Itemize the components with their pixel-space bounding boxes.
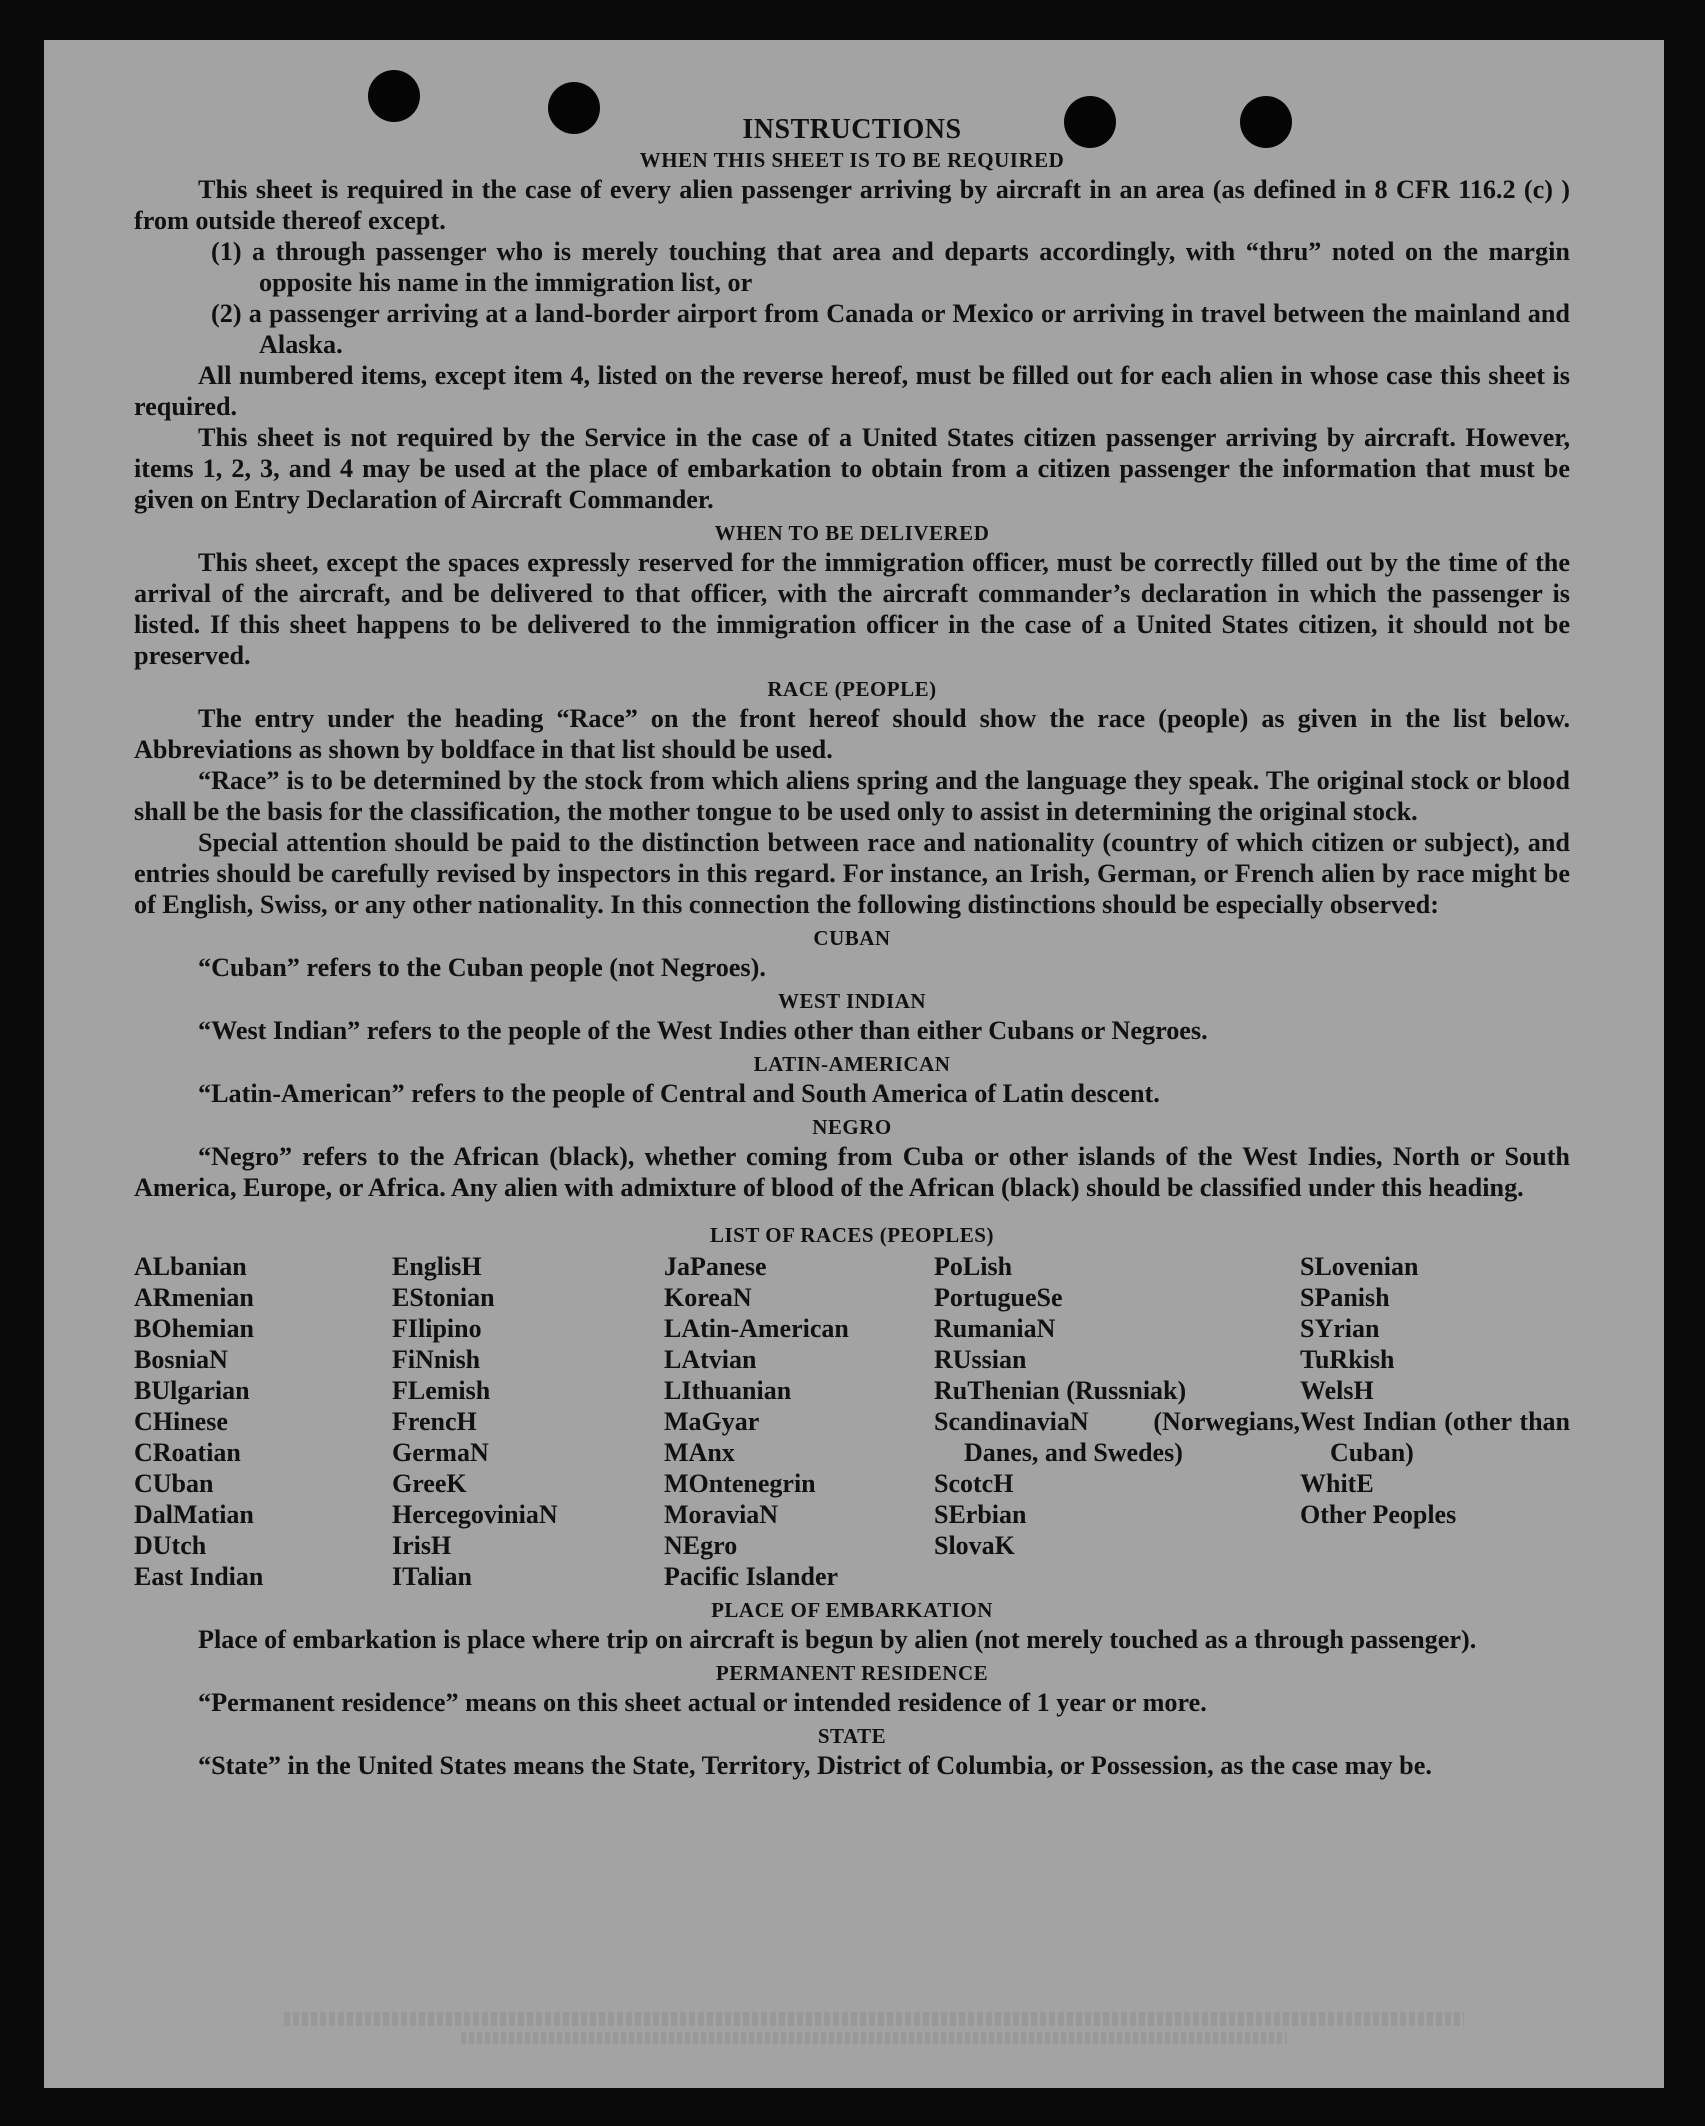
race-item: RUssian <box>934 1345 1027 1374</box>
section-heading: LATIN-AMERICAN <box>753 1052 951 1076</box>
race-item: BOhemian <box>134 1314 254 1343</box>
section-heading: WHEN THIS SHEET IS TO BE REQUIRED <box>639 148 1065 172</box>
race-item: FLemish <box>392 1376 491 1405</box>
race-item: LAtvian <box>664 1345 757 1374</box>
race-item: GermaN <box>392 1438 489 1467</box>
race-item: FrencH <box>392 1407 477 1436</box>
paragraph: “Negro” refers to the African (black), whether coming from Cuba or other islands of the West Indies, North or South America, Europe, or Africa. Any alien with admixture of blood of the African (black) should be classified under this heading. <box>134 1142 1570 1202</box>
paragraph: The entry under the heading “Race” on the front hereof should show the race (people) as given in the list below. Abbreviations as shown by boldface in that list should be used. <box>134 704 1570 764</box>
paragraph: “State” in the United States means the State, Territory, District of Columbia, or Possession, as the case may be. <box>198 1751 1432 1780</box>
race-item: LAtin-American <box>664 1314 849 1343</box>
race-item: BosniaN <box>134 1345 228 1374</box>
section-heading: WEST INDIAN <box>777 989 927 1013</box>
race-item: SYrian <box>1300 1314 1380 1343</box>
race-item: IrisH <box>392 1531 452 1560</box>
race-item: CHinese <box>134 1407 228 1436</box>
paragraph: “Race” is to be determined by the stock from which aliens spring and the language they speak. The original stock or blood shall be the basis for the classification, the mother tongue to be used only to assist in determining the original stock. <box>134 766 1570 826</box>
paragraph: “Latin-American” refers to the people of Central and South America of Latin descent. <box>198 1079 1160 1108</box>
race-column <box>392 1251 664 1592</box>
paragraph: This sheet, except the spaces expressly reserved for the immigration officer, must be correctly filled out by the time of the arrival of the aircraft, and be delivered to that officer, with the aircraft commander’s declaration in which the passenger is listed. If this sheet happens to be delivered to the immigration officer in the case of a United States citizen, it should not be preserved. <box>134 548 1570 670</box>
section-heading: RACE (PEOPLE) <box>767 677 937 701</box>
paragraph: “Cuban” refers to the Cuban people (not Negroes). <box>198 953 766 982</box>
race-item: ARmenian <box>134 1283 254 1312</box>
race-item: ALbanian <box>134 1252 247 1281</box>
race-item: MaGyar <box>664 1407 760 1436</box>
document-sheet <box>44 40 1664 2088</box>
race-item: Pacific Islander <box>664 1562 839 1591</box>
race-item: Other Peoples <box>1300 1500 1457 1529</box>
race-item: FiNnish <box>392 1345 481 1374</box>
race-item: SlovaK <box>934 1531 1015 1560</box>
race-item: West Indian (other than Cuban) <box>1300 1407 1570 1467</box>
race-column <box>1300 1251 1570 1592</box>
race-item: ITalian <box>392 1562 472 1591</box>
race-item: ScandinaviaN (Norwegians, Danes, and Swedes) <box>934 1407 1300 1467</box>
paragraph: Place of embarkation is place where trip on aircraft is begun by alien (not merely touched as a through passenger). <box>198 1625 1477 1654</box>
race-item: EStonian <box>392 1283 495 1312</box>
race-item: RuThenian (Russniak) <box>934 1376 1187 1405</box>
race-item: RumaniaN <box>934 1314 1056 1343</box>
paragraph: This sheet is not required by the Service in the case of a United States citizen passenger arriving by aircraft. However, items 1, 2, 3, and 4 may be used at the place of embarkation to obtain from a citizen passenger the information that must be given on Entry Declaration of Aircraft Commander. <box>134 423 1570 514</box>
race-item: KoreaN <box>664 1283 752 1312</box>
race-item: BUlgarian <box>134 1376 250 1405</box>
race-item: NEgro <box>664 1531 738 1560</box>
race-column <box>934 1251 1300 1592</box>
list-item: (1) a through passenger who is merely touching that area and departs accordingly, with “thru” noted on the margin opposite his name in the immigration list, or <box>211 237 1570 297</box>
section-heading: LIST OF RACES (PEOPLES) <box>710 1223 994 1247</box>
race-column <box>134 1251 392 1592</box>
race-item: MOntenegrin <box>664 1469 816 1498</box>
section-heading: CUBAN <box>813 926 891 950</box>
race-item: MAnx <box>664 1438 735 1467</box>
race-item: SErbian <box>934 1500 1027 1529</box>
race-item: PortugueSe <box>934 1283 1063 1312</box>
race-item: PoLish <box>934 1252 1013 1281</box>
section-heading: PLACE OF EMBARKATION <box>711 1598 993 1622</box>
race-item: GreeK <box>392 1469 467 1498</box>
race-item: TuRkish <box>1300 1345 1395 1374</box>
paragraph: This sheet is required in the case of every alien passenger arriving by aircraft in an area (as defined in 8 CFR 116.2 (c) ) from outside thereof except. <box>134 175 1570 235</box>
race-item: SPanish <box>1300 1283 1390 1312</box>
paragraph: All numbered items, except item 4, listed on the reverse hereof, must be filled out for each alien in whose case this sheet is required. <box>134 361 1570 421</box>
race-item: WhitE <box>1300 1469 1374 1498</box>
page-title: INSTRUCTIONS <box>742 114 962 145</box>
instructions-body <box>134 114 1570 1781</box>
race-item: JaPanese <box>664 1252 767 1281</box>
paragraph: “Permanent residence” means on this sheet actual or intended residence of 1 year or more. <box>198 1688 1207 1717</box>
race-item: East Indian <box>134 1562 264 1591</box>
bleed-through-text <box>284 2012 1464 2044</box>
race-item: SLovenian <box>1300 1252 1419 1281</box>
paragraph: “West Indian” refers to the people of the West Indies other than either Cubans or Negroes. <box>198 1016 1208 1045</box>
race-item: EnglisH <box>392 1252 482 1281</box>
race-column <box>664 1251 934 1592</box>
section-heading: WHEN TO BE DELIVERED <box>714 521 990 545</box>
race-item: ScotcH <box>934 1469 1014 1498</box>
race-list <box>134 1251 1570 1592</box>
race-item: DUtch <box>134 1531 207 1560</box>
section-heading: PERMANENT RESIDENCE <box>715 1661 989 1685</box>
race-item: CRoatian <box>134 1438 241 1467</box>
section-heading: STATE <box>817 1724 887 1748</box>
race-item: HercegoviniaN <box>392 1500 558 1529</box>
race-item: LIthuanian <box>664 1376 792 1405</box>
section-heading: NEGRO <box>812 1115 892 1139</box>
race-item: DalMatian <box>134 1500 254 1529</box>
race-item: MoraviaN <box>664 1500 779 1529</box>
race-item: CUban <box>134 1469 214 1498</box>
race-item: FIlipino <box>392 1314 482 1343</box>
race-item: WelsH <box>1300 1376 1374 1405</box>
paragraph: Special attention should be paid to the distinction between race and nationality (country of which citizen or subject), and entries should be carefully revised by inspectors in this regard. For instance, an Irish, German, or French alien by race might be of English, Swiss, or any other nationality. In this connection the following distinctions should be especially observed: <box>134 828 1570 919</box>
list-item: (2) a passenger arriving at a land-border airport from Canada or Mexico or arriving in travel between the mainland and Alaska. <box>211 299 1570 359</box>
